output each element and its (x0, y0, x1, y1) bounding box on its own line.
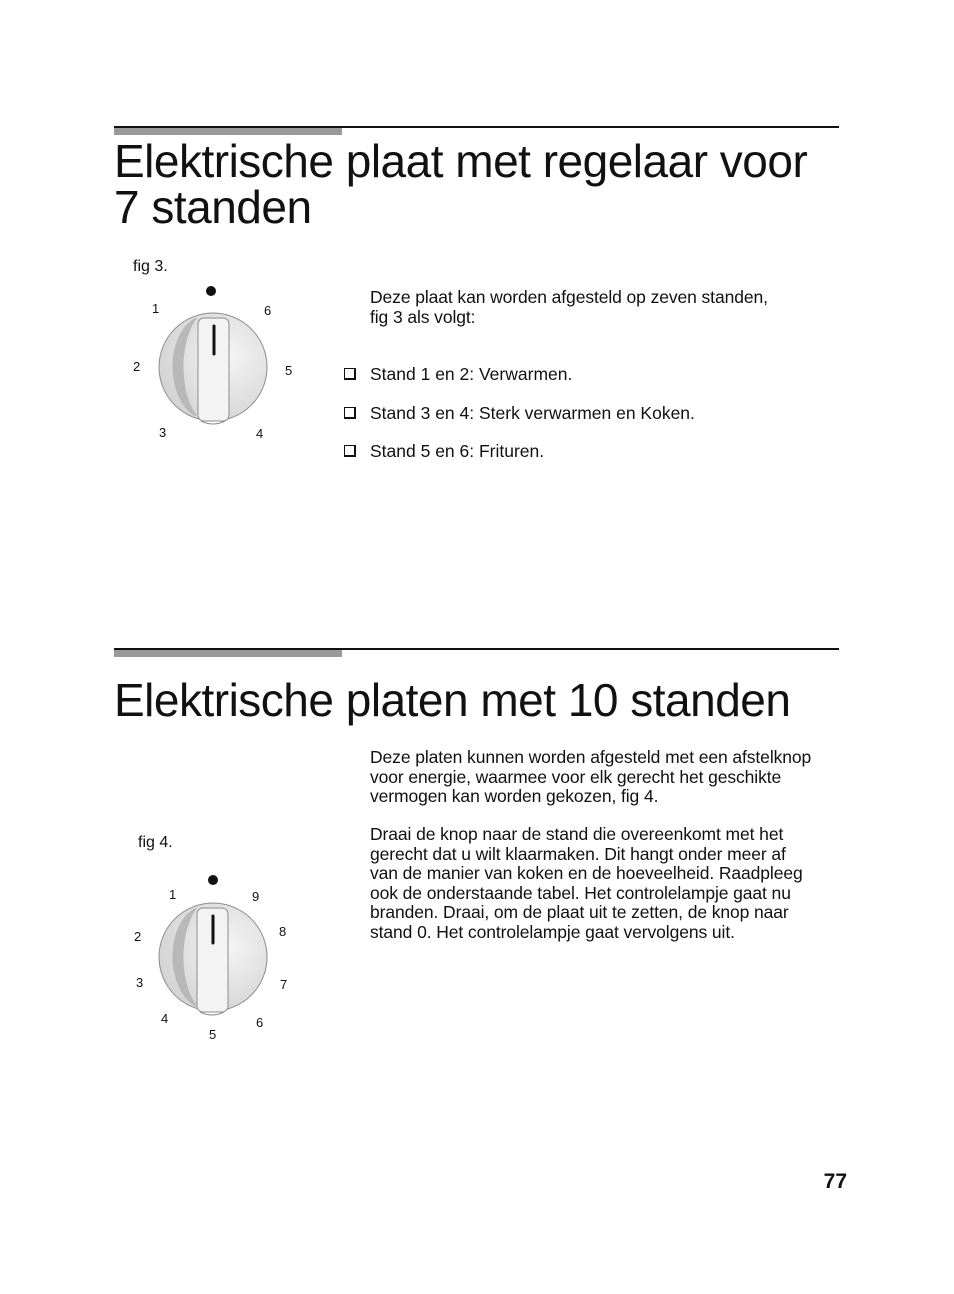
text-line: van de manier van koken en de hoeveelheid. Raadpleeg (370, 863, 803, 883)
knob-number: 8 (279, 924, 287, 939)
knob-number: 4 (161, 1011, 169, 1026)
knob-10-positions-figure (125, 868, 305, 1048)
section2-accent-bar (114, 650, 342, 657)
knob-number: 1 (169, 887, 177, 902)
knob-number: 3 (159, 425, 167, 440)
checkbox-bullet-icon (344, 445, 356, 457)
knob-number: 2 (134, 929, 142, 944)
section1-intro-line1: Deze plaat kan worden afgesteld op zeven standen, (370, 287, 768, 307)
fig4-label: fig 4. (138, 834, 173, 851)
section1-title-line1: Elektrische plaat met regelaar voor (114, 135, 808, 187)
knob-number: 6 (256, 1015, 264, 1030)
knob-number: 7 (280, 977, 288, 992)
page-number: 77 (823, 1170, 847, 1193)
text-line: voor energie, waarmee voor elk gerecht het geschikte (370, 766, 782, 787)
section2-paragraph-1 (370, 748, 845, 807)
text-line: Draai de knop naar de stand die overeenkomt met het (370, 824, 784, 844)
bullet-text: Stand 1 en 2: Verwarmen. (370, 364, 573, 384)
text-line: gerecht dat u wilt klaarmaken. Dit hangt onder meer af (370, 843, 786, 864)
section2-paragraph-2 (370, 825, 845, 942)
knob-number: 2 (133, 359, 141, 374)
text-line: vermogen kan worden gekozen, fig 4. (370, 786, 659, 806)
list-item (344, 364, 695, 403)
knob-7-positions-figure (125, 280, 305, 450)
list-item (344, 441, 695, 480)
checkbox-bullet-icon (344, 407, 356, 419)
knob-number: 3 (136, 975, 144, 990)
text-line: Deze platen kunnen worden afgesteld met een afstelknop (370, 747, 812, 767)
knob-number: 6 (264, 303, 272, 318)
text-line: ook de onderstaande tabel. Het controlelampje gaat nu (370, 882, 791, 903)
knob-indicator-dot (208, 875, 218, 885)
text-line: stand 0. Het controlelampje gaat vervolgens uit. (370, 921, 735, 942)
section1-bullet-list (344, 364, 695, 480)
bullet-text: Stand 3 en 4: Sterk verwarmen en Koken. (370, 402, 695, 423)
section1-accent-bar (114, 128, 342, 135)
section1-title (114, 135, 808, 233)
fig3-label: fig 3. (133, 258, 168, 275)
knob-number: 5 (285, 363, 293, 378)
knob-number: 5 (209, 1027, 217, 1042)
checkbox-bullet-icon (344, 368, 356, 380)
bullet-text: Stand 5 en 6: Frituren. (370, 441, 545, 461)
knob-number: 4 (256, 426, 264, 441)
knob-indicator-dot (206, 286, 216, 296)
knob-number: 9 (252, 889, 260, 904)
section1-intro-line2: fig 3 als volgt: (370, 306, 476, 327)
list-item (344, 403, 695, 442)
text-line: branden. Draai, om de plaat uit te zetten, de knop naar (370, 902, 789, 922)
section2-title: Elektrische platen met 10 standen (114, 674, 791, 726)
section1-intro (370, 288, 845, 327)
section1-title-line2: 7 standen (114, 181, 312, 233)
knob-number: 1 (152, 301, 160, 316)
